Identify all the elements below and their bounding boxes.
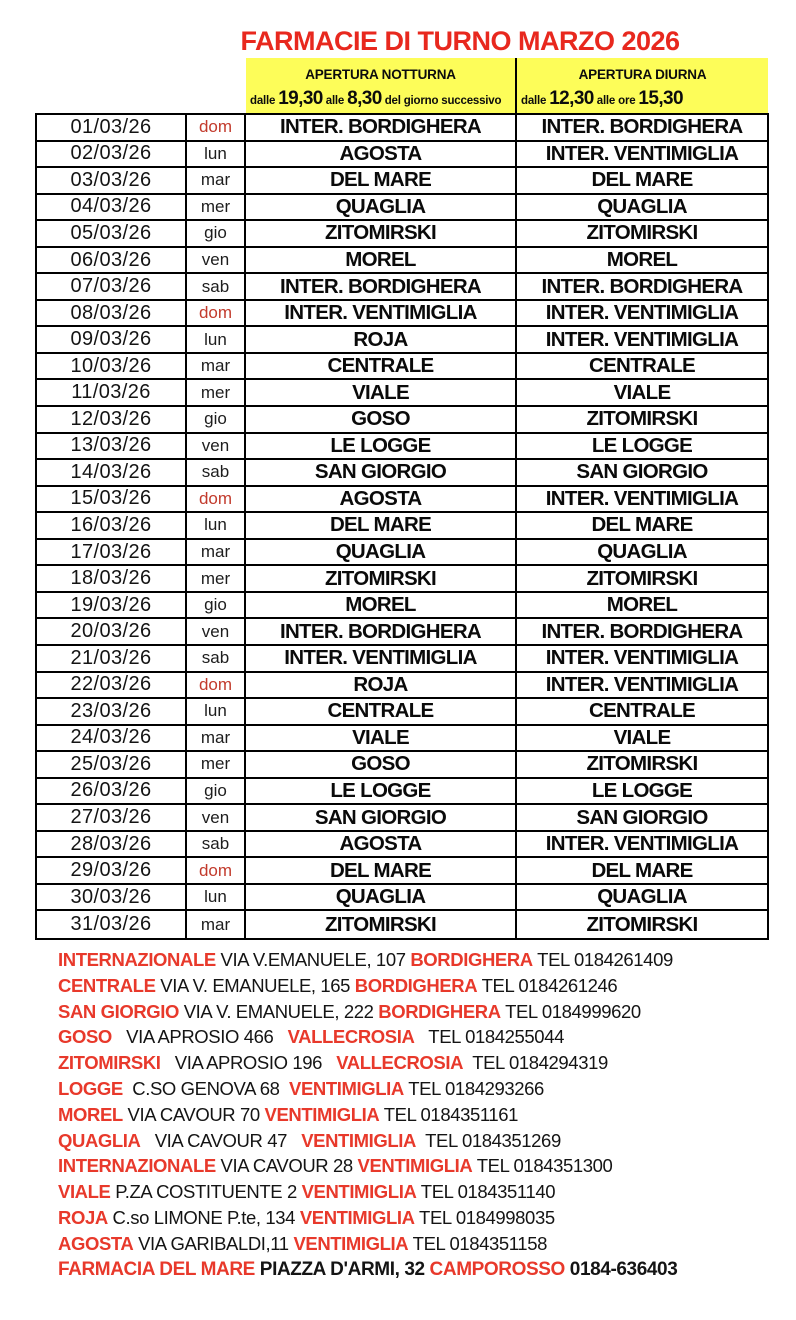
table-row: [37, 779, 767, 806]
day-pharmacy-cell: LE LOGGE: [591, 433, 693, 457]
pharmacy-name-or-city: INTERNAZIONALE: [58, 949, 216, 970]
date-cell: 22/03/26: [37, 673, 187, 698]
directory-line: [58, 1179, 790, 1205]
day-pharmacy-cell: ZITOMIRSKI: [586, 407, 698, 431]
pharmacy-name-or-city: GOSO: [58, 1026, 112, 1048]
night-pharmacy-cell: INTER. BORDIGHERA: [246, 274, 517, 299]
pharmacy-name-or-city: INTERNAZIONALE: [58, 1155, 216, 1177]
day-pharmacy-cell: INTER. BORDIGHERA: [541, 619, 743, 643]
night-opening-times: dalle 19,30 alle 8,30 del giorno successivo: [250, 88, 502, 109]
night-pharmacy-cell: QUAGLIA: [246, 885, 517, 910]
date-cell: 16/03/26: [37, 513, 187, 538]
weekday-cell: gio: [187, 779, 246, 804]
day-pharmacy-cell: SAN GIORGIO: [576, 805, 708, 829]
address-or-phone: PIAZZA D'ARMI, 32: [254, 1258, 430, 1280]
date-cell: 14/03/26: [37, 460, 187, 485]
table-row: [37, 327, 767, 354]
pharmacy-name-or-city: VENTIMIGLIA: [301, 1129, 417, 1151]
weekday-cell: dom: [187, 858, 246, 883]
table-row: [37, 699, 767, 726]
address-or-phone: VIA CAVOUR 70: [122, 1103, 265, 1125]
directory-line: [58, 947, 790, 973]
night-pharmacy-cell: ROJA: [246, 673, 517, 698]
pharmacy-name-or-city: VALLECROSIA: [287, 1026, 415, 1048]
table-row: [37, 566, 767, 593]
directory-line: [58, 1231, 790, 1257]
table-row: [37, 115, 767, 142]
weekday-cell: mer: [187, 566, 246, 591]
table-row: [37, 354, 767, 381]
date-cell: 01/03/26: [37, 115, 187, 140]
address-or-phone: TEL 0184294319: [463, 1052, 608, 1074]
weekday-cell: gio: [187, 593, 246, 618]
date-cell: 10/03/26: [37, 354, 187, 379]
weekday-cell: lun: [187, 885, 246, 910]
address-or-phone: VIA APROSIO 196: [160, 1052, 337, 1074]
date-cell: 25/03/26: [37, 752, 187, 777]
day-pharmacy-cell: QUAGLIA: [597, 540, 687, 564]
date-cell: 26/03/26: [37, 779, 187, 804]
date-cell: 03/03/26: [37, 168, 187, 193]
night-pharmacy-cell: DEL MARE: [246, 168, 517, 193]
address-or-phone: TEL 0184351140: [416, 1181, 556, 1203]
address-or-phone: P.ZA COSTITUENTE 2: [110, 1181, 302, 1203]
table-row: [37, 274, 767, 301]
pharmacy-name-or-city: FARMACIA DEL MARE: [58, 1258, 255, 1280]
date-cell: 24/03/26: [37, 726, 187, 751]
weekday-cell: ven: [187, 434, 246, 459]
weekday-cell: mer: [187, 752, 246, 777]
table-row: [37, 540, 767, 567]
date-cell: 17/03/26: [37, 540, 187, 565]
table-row: [37, 487, 767, 514]
weekday-cell: ven: [187, 619, 246, 644]
night-opening-label: APERTURA NOTTURNA: [305, 67, 456, 82]
address-or-phone: C.SO GENOVA 68: [122, 1077, 290, 1099]
weekday-cell: sab: [187, 832, 246, 857]
day-pharmacy-cell: VIALE: [613, 380, 671, 404]
pharmacy-name-or-city: BORDIGHERA: [410, 949, 533, 970]
date-cell: 12/03/26: [37, 407, 187, 432]
pharmacy-name-or-city: VENTIMIGLIA: [357, 1155, 473, 1177]
address-or-phone: VIA APROSIO 466: [111, 1026, 288, 1048]
pharmacy-name-or-city: AGOSTA: [58, 1232, 134, 1254]
night-pharmacy-cell: ZITOMIRSKI: [246, 911, 517, 938]
opening-hours-header: [246, 58, 768, 113]
directory-line: [58, 1128, 790, 1154]
weekday-cell: sab: [187, 274, 246, 299]
night-pharmacy-cell: DEL MARE: [246, 858, 517, 883]
pharmacy-name-or-city: CENTRALE: [58, 974, 156, 996]
weekday-cell: lun: [187, 142, 246, 167]
night-pharmacy-cell: GOSO: [246, 752, 517, 777]
day-pharmacy-cell: CENTRALE: [588, 699, 695, 723]
weekday-cell: mar: [187, 540, 246, 565]
pharmacy-directory: [58, 947, 790, 1282]
night-pharmacy-cell: QUAGLIA: [246, 540, 517, 565]
night-pharmacy-cell: AGOSTA: [246, 487, 517, 512]
table-row: [37, 673, 767, 700]
address-or-phone: TEL 0184351158: [408, 1232, 547, 1254]
weekday-cell: mar: [187, 726, 246, 751]
pharmacy-name-or-city: MOREL: [58, 1103, 123, 1125]
date-cell: 05/03/26: [37, 221, 187, 246]
directory-line: [58, 1024, 790, 1050]
directory-line: [58, 1205, 790, 1231]
table-row: [37, 885, 767, 912]
address-or-phone: TEL 0184351269: [416, 1129, 561, 1151]
date-cell: 13/03/26: [37, 434, 187, 459]
weekday-cell: dom: [187, 301, 246, 326]
day-pharmacy-cell: ZITOMIRSKI: [586, 221, 698, 245]
day-pharmacy-cell: CENTRALE: [588, 354, 695, 378]
weekday-cell: sab: [187, 460, 246, 485]
address-or-phone: TEL 0184255044: [414, 1026, 564, 1048]
table-row: [37, 513, 767, 540]
weekday-cell: mar: [187, 354, 246, 379]
date-cell: 31/03/26: [37, 911, 187, 938]
address-or-phone: TEL 0184351300: [472, 1155, 613, 1177]
date-cell: 27/03/26: [37, 805, 187, 830]
weekday-cell: mar: [187, 168, 246, 193]
night-pharmacy-cell: CENTRALE: [246, 699, 517, 724]
address-or-phone: VIA V.EMANUELE, 107: [215, 949, 411, 970]
day-pharmacy-cell: ZITOMIRSKI: [586, 566, 698, 590]
date-cell: 20/03/26: [37, 619, 187, 644]
night-pharmacy-cell: GOSO: [246, 407, 517, 432]
weekday-cell: lun: [187, 699, 246, 724]
day-pharmacy-cell: DEL MARE: [591, 858, 693, 882]
day-opening-header: [517, 58, 768, 113]
directory-line: [58, 1102, 790, 1128]
address-or-phone: VIA V. EMANUELE, 222: [179, 1000, 379, 1022]
night-pharmacy-cell: CENTRALE: [246, 354, 517, 379]
day-pharmacy-cell: INTER. VENTIMIGLIA: [545, 301, 739, 325]
directory-line: [58, 999, 790, 1025]
weekday-cell: dom: [187, 487, 246, 512]
day-pharmacy-cell: INTER. VENTIMIGLIA: [545, 486, 739, 510]
table-row: [37, 619, 767, 646]
pharmacy-name-or-city: VENTIMIGLIA: [264, 1103, 380, 1125]
night-pharmacy-cell: ZITOMIRSKI: [246, 221, 517, 246]
date-cell: 29/03/26: [37, 858, 187, 883]
table-row: [37, 593, 767, 620]
day-pharmacy-cell: LE LOGGE: [591, 778, 693, 802]
address-or-phone: TEL 0184261246: [477, 974, 618, 996]
pharmacy-name-or-city: VALLECROSIA: [336, 1052, 464, 1074]
address-or-phone: 0184-636403: [564, 1258, 678, 1280]
date-cell: 23/03/26: [37, 699, 187, 724]
table-row: [37, 168, 767, 195]
day-pharmacy-cell: INTER. VENTIMIGLIA: [545, 327, 739, 351]
table-row: [37, 832, 767, 859]
date-cell: 30/03/26: [37, 885, 187, 910]
date-cell: 08/03/26: [37, 301, 187, 326]
pharmacy-name-or-city: VENTIMIGLIA: [289, 1077, 404, 1099]
day-pharmacy-cell: INTER. BORDIGHERA: [541, 115, 743, 139]
pharmacy-name-or-city: QUAGLIA: [58, 1129, 141, 1151]
table-row: [37, 407, 767, 434]
address-or-phone: TEL 0184261409: [532, 949, 673, 970]
day-pharmacy-cell: SAN GIORGIO: [576, 460, 708, 484]
table-row: [37, 726, 767, 753]
address-or-phone: TEL 0184293266: [403, 1077, 544, 1099]
weekday-cell: dom: [187, 673, 246, 698]
schedule-table: [35, 113, 769, 940]
address-or-phone: C.so LIMONE P.te, 134: [107, 1206, 300, 1228]
pharmacy-name-or-city: VENTIMIGLIA: [301, 1181, 417, 1203]
day-pharmacy-cell: ZITOMIRSKI: [586, 912, 698, 936]
directory-line: [58, 1050, 790, 1076]
page-title: FARMACIE DI TURNO MARZO 2026: [240, 26, 680, 56]
table-row: [37, 142, 767, 169]
table-row: [37, 805, 767, 832]
weekday-cell: lun: [187, 513, 246, 538]
pharmacy-name-or-city: VIALE: [58, 1181, 111, 1203]
address-or-phone: VIA V. EMANUELE, 165: [155, 974, 355, 996]
pharmacy-name-or-city: CAMPOROSSO: [429, 1258, 565, 1280]
address-or-phone: VIA GARIBALDI,11: [133, 1232, 294, 1254]
night-pharmacy-cell: INTER. VENTIMIGLIA: [246, 301, 517, 326]
pharmacy-name-or-city: ROJA: [58, 1206, 108, 1228]
pharmacy-name-or-city: LOGGE: [58, 1077, 123, 1099]
date-cell: 15/03/26: [37, 487, 187, 512]
pharmacy-name-or-city: ZITOMIRSKI: [58, 1052, 161, 1074]
table-row: [37, 646, 767, 673]
directory-line: [58, 1153, 790, 1179]
date-cell: 06/03/26: [37, 248, 187, 273]
date-cell: 19/03/26: [37, 593, 187, 618]
day-opening-times: dalle 12,30 alle ore 15,30: [521, 88, 683, 109]
table-row: [37, 248, 767, 275]
date-cell: 21/03/26: [37, 646, 187, 671]
pharmacy-name-or-city: BORDIGHERA: [378, 1000, 501, 1022]
pharmacy-name-or-city: VENTIMIGLIA: [293, 1232, 409, 1254]
pharmacy-name-or-city: BORDIGHERA: [354, 974, 478, 996]
weekday-cell: mar: [187, 911, 246, 938]
day-pharmacy-cell: MOREL: [606, 248, 678, 271]
weekday-cell: ven: [187, 805, 246, 830]
address-or-phone: VIA CAVOUR 28: [215, 1155, 358, 1177]
night-pharmacy-cell: INTER. BORDIGHERA: [246, 619, 517, 644]
date-cell: 02/03/26: [37, 142, 187, 167]
night-pharmacy-cell: ROJA: [246, 327, 517, 352]
weekday-cell: sab: [187, 646, 246, 671]
day-pharmacy-cell: QUAGLIA: [597, 194, 687, 218]
table-row: [37, 195, 767, 222]
day-pharmacy-cell: ZITOMIRSKI: [586, 752, 698, 776]
day-opening-label: APERTURA DIURNA: [578, 67, 707, 82]
address-or-phone: VIA CAVOUR 47: [140, 1129, 302, 1151]
table-row: [37, 221, 767, 248]
directory-line: [58, 1257, 790, 1283]
night-pharmacy-cell: DEL MARE: [246, 513, 517, 538]
night-pharmacy-cell: SAN GIORGIO: [246, 460, 517, 485]
date-cell: 18/03/26: [37, 566, 187, 591]
day-pharmacy-cell: MOREL: [606, 593, 678, 617]
date-cell: 04/03/26: [37, 195, 187, 220]
night-pharmacy-cell: AGOSTA: [246, 832, 517, 857]
weekday-cell: dom: [187, 115, 246, 140]
address-or-phone: TEL 0184999620: [500, 1000, 641, 1022]
directory-line: [58, 1076, 790, 1102]
day-pharmacy-cell: INTER. VENTIMIGLIA: [545, 832, 739, 856]
night-pharmacy-cell: LE LOGGE: [246, 434, 517, 459]
weekday-cell: mer: [187, 195, 246, 220]
table-row: [37, 301, 767, 328]
address-or-phone: TEL 0184351161: [379, 1103, 519, 1125]
date-cell: 11/03/26: [37, 380, 187, 405]
night-pharmacy-cell: INTER. VENTIMIGLIA: [246, 646, 517, 671]
table-row: [37, 434, 767, 461]
night-pharmacy-cell: VIALE: [246, 380, 517, 405]
day-pharmacy-cell: INTER. BORDIGHERA: [541, 274, 743, 298]
table-row: [37, 911, 767, 938]
day-pharmacy-cell: INTER. VENTIMIGLIA: [545, 672, 739, 696]
table-row: [37, 858, 767, 885]
night-pharmacy-cell: INTER. BORDIGHERA: [246, 115, 517, 140]
night-pharmacy-cell: AGOSTA: [246, 142, 517, 167]
directory-line: [58, 973, 790, 999]
day-pharmacy-cell: INTER. VENTIMIGLIA: [545, 141, 739, 165]
weekday-cell: gio: [187, 407, 246, 432]
night-pharmacy-cell: VIALE: [246, 726, 517, 751]
day-pharmacy-cell: QUAGLIA: [597, 885, 687, 909]
night-opening-header: [246, 58, 517, 113]
date-cell: 28/03/26: [37, 832, 187, 857]
day-pharmacy-cell: INTER. VENTIMIGLIA: [545, 646, 739, 670]
day-pharmacy-cell: VIALE: [613, 725, 671, 749]
night-pharmacy-cell: MOREL: [246, 593, 517, 618]
pharmacy-name-or-city: SAN GIORGIO: [58, 1000, 179, 1022]
day-pharmacy-cell: DEL MARE: [591, 513, 693, 537]
weekday-cell: gio: [187, 221, 246, 246]
date-cell: 07/03/26: [37, 274, 187, 299]
weekday-cell: mer: [187, 380, 246, 405]
night-pharmacy-cell: ZITOMIRSKI: [246, 566, 517, 591]
night-pharmacy-cell: SAN GIORGIO: [246, 805, 517, 830]
address-or-phone: TEL 0184998035: [414, 1206, 555, 1228]
day-pharmacy-cell: DEL MARE: [591, 168, 693, 192]
night-pharmacy-cell: QUAGLIA: [246, 195, 517, 220]
night-pharmacy-cell: LE LOGGE: [246, 779, 517, 804]
table-row: [37, 380, 767, 407]
weekday-cell: ven: [187, 248, 246, 273]
table-row: [37, 752, 767, 779]
date-cell: 09/03/26: [37, 327, 187, 352]
table-row: [37, 460, 767, 487]
weekday-cell: lun: [187, 327, 246, 352]
pharmacy-name-or-city: VENTIMIGLIA: [299, 1206, 415, 1228]
night-pharmacy-cell: MOREL: [246, 248, 517, 273]
